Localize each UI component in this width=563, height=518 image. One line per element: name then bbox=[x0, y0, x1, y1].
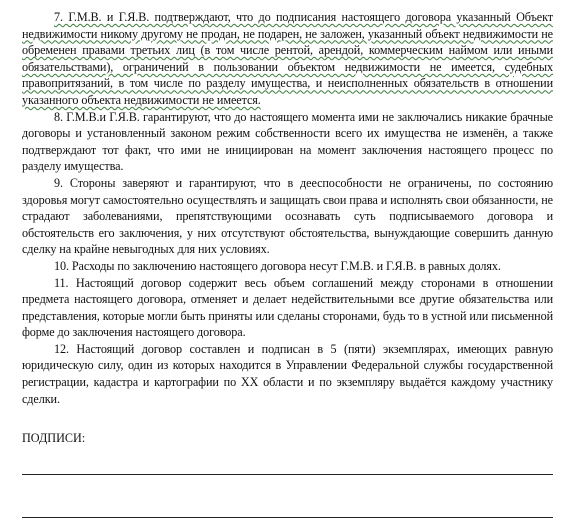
paragraph-11: 11. Настоящий договор содержит весь объем соглашений между сторонами в отношении предмета настоящего договора, отменяет и делает недействительными все другие обязательства или представления, которые могли быть приняты или сделаны сторонами, будь то в устной или письменной форме до заключения настоящего договора. bbox=[22, 275, 553, 340]
signatures-heading: ПОДПИСИ: bbox=[22, 431, 86, 446]
paragraph-7: 7. Г.М.В. и Г.Я.В. подтверждают, что до подписания настоящего договора указанный Объект недвижимости никому другому не продан, не подарен, не заложен, указанный объект недвижимости не обременен правами третьих лиц (в том числе рентой, арендой, коммерческим наймом или иными обязательствами), ограничений в пользовании объектом недвижимости не имеется, судебных правопритязаний, в том числе по разделу имущества, и неисполненных обязательств в отношении указанного объекта недвижимости не имеется. bbox=[22, 10, 553, 107]
document-page bbox=[22, 9, 553, 518]
paragraph-12: 12. Настоящий договор составлен и подписан в 5 (пяти) экземплярах, имеющих равную юридическую силу, один из которых находится в Управлении Федеральной службы государственной регистрации, кадастра и картографии по XX области и по экземпляру выдаётся каждому участнику сделки. bbox=[22, 341, 553, 406]
paragraph-9: 9. Стороны заверяют и гарантируют, что в дееспособности не ограничены, по состоянию здоровья могут самостоятельно осуществлять и защищать свои права и исполнять свои обязанности, не страдают заболеваниями, препятствующими осознавать суть подписываемого договора и обстоятельств его заключения, у них отсутствуют обстоятельства, вынуждающие совершить данную сделку на крайне невыгодных для них условиях. bbox=[22, 175, 553, 257]
paragraph-10: 10. Расходы по заключению настоящего договора несут Г.М.В. и Г.Я.В. в равных долях. bbox=[54, 258, 501, 273]
signature-line-1 bbox=[22, 474, 553, 475]
paragraph-8: 8. Г.М.В.и Г.Я.В. гарантируют, что до настоящего момента ими не заключались никакие брачные договоры и установленный законом режим собственности всего их имущества не изменён, а также подтверждают тот факт, что ими не инициирован на момент заключения настоящего процесс по разделу имущества. bbox=[22, 109, 553, 174]
